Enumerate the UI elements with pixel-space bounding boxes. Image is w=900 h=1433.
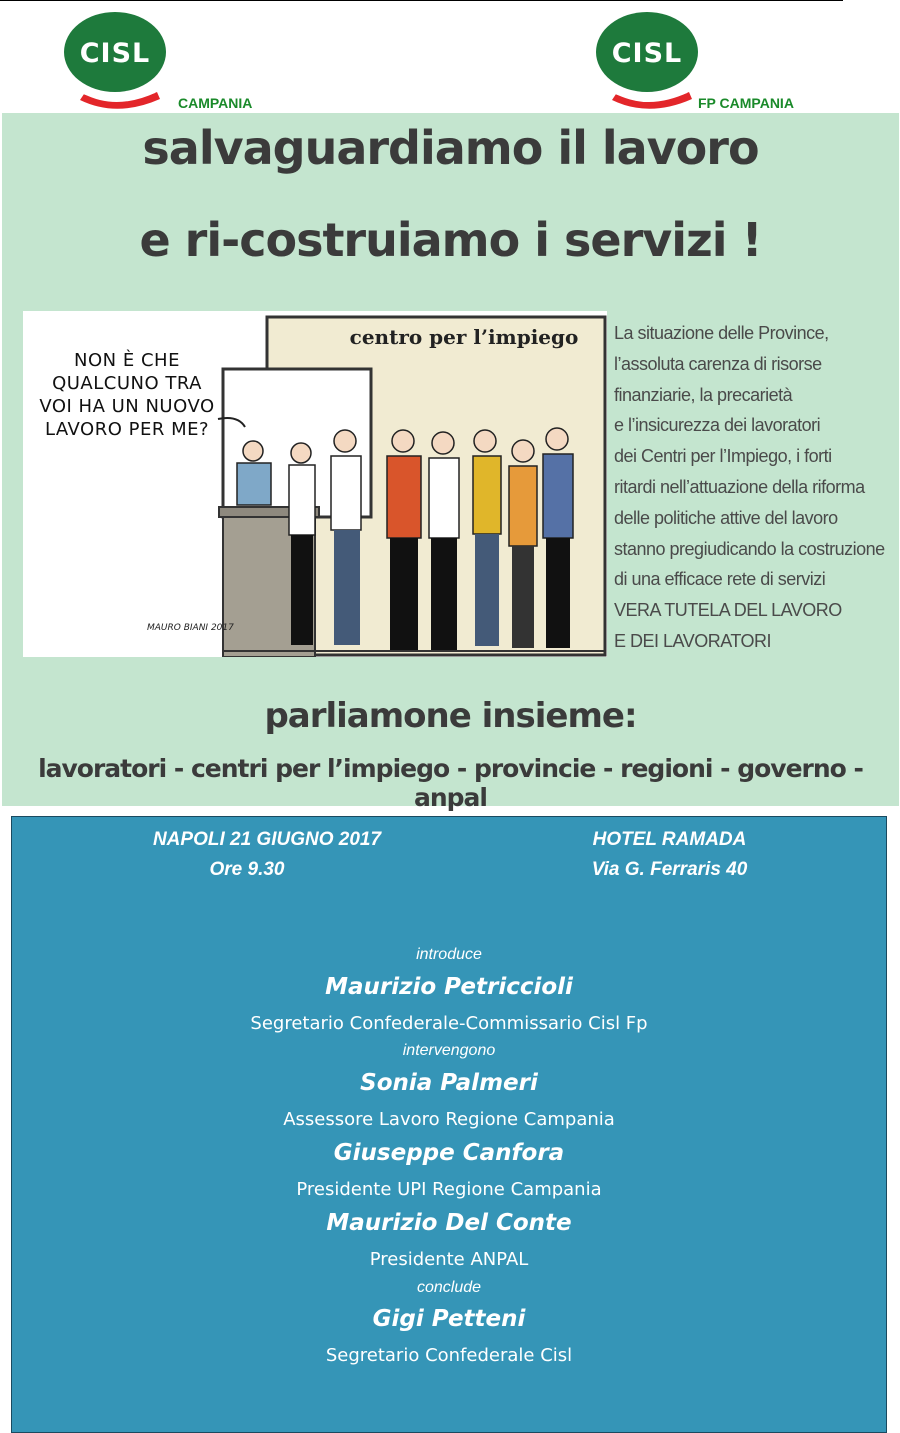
queue-person-3 bbox=[387, 430, 421, 650]
headline-line-1: salvaguardiamo il lavoro bbox=[142, 121, 759, 175]
event-address: Via G. Ferraris 40 bbox=[591, 859, 748, 880]
cisl-logo-left-text: CISL bbox=[79, 38, 151, 69]
speaker-name: Maurizio Petriccioli bbox=[325, 974, 573, 1000]
cisl-logo-right bbox=[594, 8, 704, 112]
event-panel bbox=[11, 816, 887, 1433]
speaker-title: Presidente ANPAL bbox=[369, 1249, 529, 1270]
queue-person-2 bbox=[331, 430, 361, 645]
speech-line: VOI HA UN NUOVO bbox=[39, 396, 215, 417]
description-line: E DEI LAVORATORI bbox=[614, 630, 772, 651]
description-line: e l’insicurezza dei lavoratori bbox=[614, 415, 821, 436]
participants-list: lavoratori - centri per l’impiego - provincie - regioni - governo - anpal bbox=[38, 754, 863, 812]
speaker-title: Segretario Confederale Cisl bbox=[325, 1345, 573, 1366]
description-line: finanziarie, la precarietà bbox=[614, 384, 793, 405]
description-line: VERA TUTELA DEL LAVORO bbox=[614, 600, 842, 621]
cartoon-sign: centro per l’impiego bbox=[349, 325, 579, 349]
description-line: dei Centri per l’Impiego, i forti bbox=[614, 446, 832, 467]
speech-line: QUALCUNO TRA bbox=[52, 373, 202, 394]
event-venue: HOTEL RAMADA bbox=[592, 829, 747, 850]
queue-person-1 bbox=[289, 443, 315, 645]
description-line: delle politiche attive del lavoro bbox=[614, 507, 838, 528]
speaker-title: Presidente UPI Regione Campania bbox=[296, 1179, 602, 1200]
poster-panel bbox=[2, 113, 899, 812]
speaker-name: Sonia Palmeri bbox=[360, 1070, 538, 1096]
discussion-title: parliamone insieme: bbox=[264, 696, 637, 736]
speaker-title: Assessore Lavoro Regione Campania bbox=[283, 1109, 615, 1130]
description-line: stanno pregiudicando la costruzione bbox=[614, 538, 885, 559]
speech-bubble bbox=[27, 349, 227, 441]
logo-right-caption: FP CAMPANIA bbox=[698, 95, 794, 111]
speaker-name: Giuseppe Canfora bbox=[333, 1140, 565, 1166]
speaker-title: Segretario Confederale-Commissario Cisl Fp bbox=[250, 1013, 648, 1034]
artist-signature: MAURO BIANI 2017 bbox=[147, 623, 234, 633]
top-rule bbox=[0, 0, 843, 1]
intervengono-label: intervengono bbox=[402, 1042, 496, 1059]
description-line: ritardi nell’attuazione della riforma bbox=[614, 476, 865, 497]
cisl-logo-right-text: CISL bbox=[611, 38, 683, 69]
cartoon-illustration bbox=[23, 311, 607, 657]
introduce-label: introduce bbox=[416, 946, 482, 963]
description-line: l’assoluta carenza di risorse bbox=[614, 353, 822, 374]
description-text bbox=[614, 318, 899, 657]
cisl-logo-left bbox=[62, 8, 172, 112]
event-date: NAPOLI 21 GIUGNO 2017 bbox=[152, 829, 382, 850]
description-line: di una efficace rete di servizi bbox=[614, 569, 826, 590]
speech-line: NON È CHE bbox=[74, 350, 180, 371]
queue-person-5 bbox=[473, 430, 501, 646]
logo-left-caption: CAMPANIA bbox=[178, 95, 253, 111]
event-time: Ore 9.30 bbox=[209, 859, 285, 880]
speech-line: LAVORO PER ME? bbox=[44, 419, 210, 440]
queue-person-6 bbox=[509, 440, 537, 648]
description-line: La situazione delle Province, bbox=[614, 323, 829, 343]
speaker-name: Maurizio Del Conte bbox=[326, 1210, 572, 1236]
queue-person-7 bbox=[543, 428, 573, 648]
queue-person-4 bbox=[429, 432, 459, 650]
conclude-label: conclude bbox=[416, 1279, 482, 1296]
headline-line-2: e ri-costruiamo i servizi ! bbox=[139, 213, 762, 267]
speaker-name: Gigi Petteni bbox=[372, 1306, 526, 1332]
